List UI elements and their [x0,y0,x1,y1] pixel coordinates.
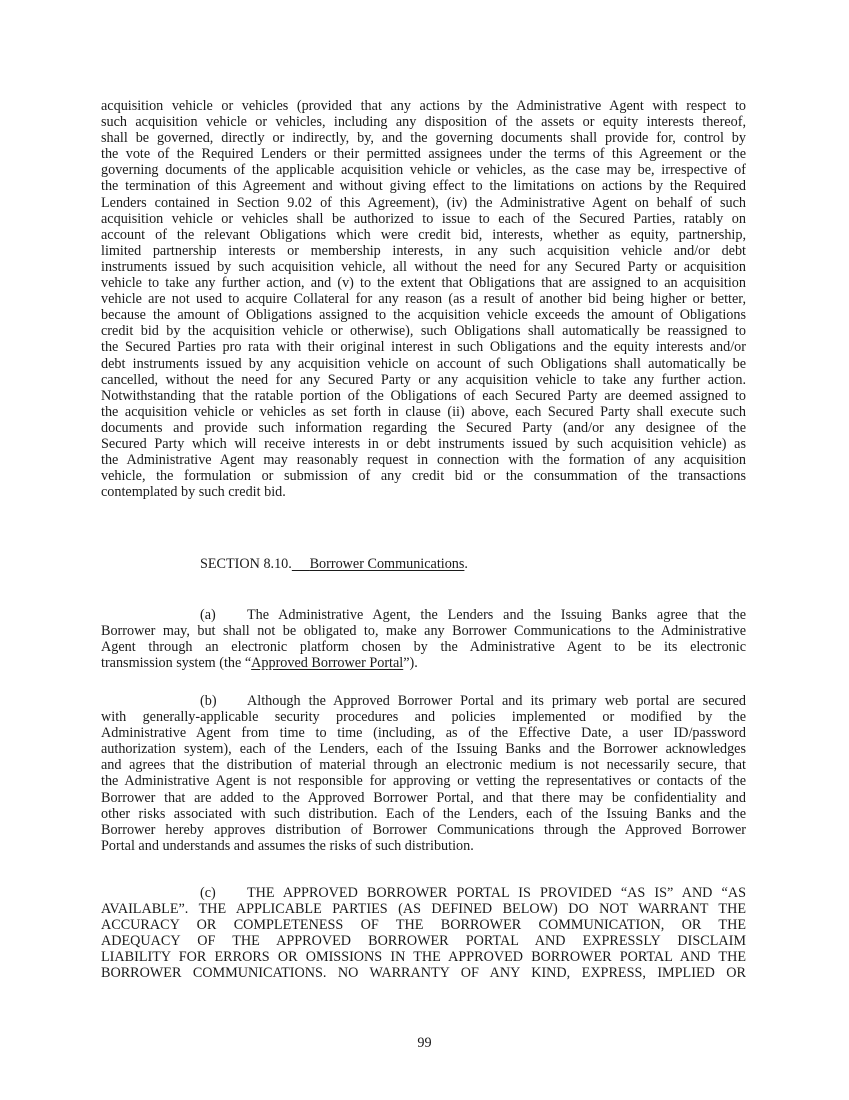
section-title: Borrower Communications [309,556,465,572]
paragraph-first-line: (b) Although the Approved Borrower Portal and its primary web portal are secured [200,693,746,709]
text-line: transmission system (the “Approved Borrower Portal”). [101,655,418,672]
section-heading [200,556,468,572]
paragraph-first-line: (c) THE APPROVED BORROWER PORTAL IS PROVIDED “AS IS” AND “AS [200,885,746,901]
text-line: Portal and understands and assumes the risks of such distribution. [101,837,474,854]
text-line: governing documents of the applicable acquisition vehicle or vehicles, as the case may be, irrespective of [101,162,746,179]
text-line: ACCURACY OR COMPLETENESS OF THE BORROWER COMMUNICATION, OR THE [101,917,746,934]
text-line: vehicle are not used to acquire Collateral for any reason (as a result of another bid being higher or better, [101,291,746,308]
continued-paragraph [101,98,746,500]
text-line: the acquisition vehicle or vehicles as set forth in clause (ii) above, each Secured Party shall execute such [101,403,746,420]
text-line: the Secured Parties pro rata with their original interest in such Obligations and the equity interests and/or [101,339,746,356]
text-line: Borrower may, but shall not be obligated to, make any Borrower Communications to the Administrative [101,623,746,640]
text-line: acquisition vehicle or vehicles shall be authorized to issue to each of the Secured Parties, ratably on [101,210,746,227]
text-line: documents and provide such information regarding the Secured Party (and/or any designee of the [101,419,746,436]
text-line: debt instruments issued by any acquisition vehicle on account of such Obligations shall automatically be [101,355,746,372]
text-line: LIABILITY FOR ERRORS OR OMISSIONS IN THE APPROVED BORROWER PORTAL AND THE [101,949,746,966]
text-line: with generally-applicable security procedures and policies implemented or modified by the [101,709,746,726]
text-line: Borrower hereby approves distribution of Borrower Communications through the Approved Borrower [101,821,746,838]
paragraph-label: (b) [200,693,217,709]
text-line: BORROWER COMMUNICATIONS. NO WARRANTY OF ANY KIND, EXPRESS, IMPLIED OR [101,965,746,982]
page-number: 99 [417,1035,432,1051]
text-line: ADEQUACY OF THE APPROVED BORROWER PORTAL AND EXPRESSLY DISCLAIM [101,933,746,950]
text-line: vehicle to take any further action, and (v) to the extent that Obligations that are assigned to an acquisition [101,275,746,292]
paragraph-a [101,607,746,671]
text-line: shall be governed, directly or indirectly, by, and the governing documents shall provide for, control by [101,130,746,147]
text-line: contemplated by such credit bid. [101,484,286,501]
section-period: . [464,556,468,572]
text-line: Notwithstanding that the ratable portion of the Obligations of each Secured Party are deemed assigned to [101,387,746,404]
text-line: the Administrative Agent is not responsible for approving or vetting the representatives or contacts of the [101,773,746,790]
text-line: authorization system), each of the Lenders, each of the Issuing Banks and the Borrower acknowledges [101,741,746,758]
text-line: the Administrative Agent may reasonably request in connection with the formation of any acquisition [101,452,746,469]
paragraph-label: (a) [200,607,216,623]
text-line: the vote of the Required Lenders or their permitted assignees under the terms of this Agreement or the [101,146,746,163]
text-line: other risks associated with such distribution. Each of the Lenders, each of the Issuing Banks and the [101,805,746,822]
text-line: Agent through an electronic platform chosen by the Administrative Agent to be its electronic [101,639,746,656]
text-line: limited partnership interests or membership interests, in any such acquisition vehicle and/or debt [101,242,746,259]
text-line: account of the relevant Obligations which were credit bid, interests, whether as equity, partnership, [101,226,746,243]
defined-term: Approved Borrower Portal [251,655,404,672]
paragraph-c [101,885,746,982]
text-line: and agrees that the distribution of material through an electronic medium is not necessarily secure, that [101,757,746,774]
text-line: Lenders contained in Section 9.02 of this Agreement), (iv) the Administrative Agent on behalf of such [101,194,746,211]
text-line: acquisition vehicle or vehicles (provided that any actions by the Administrative Agent with respect to [101,98,746,114]
text-line: Administrative Agent from time to time (including, as of the Effective Date, a user ID/password [101,725,746,742]
text-line: the termination of this Agreement and without giving effect to the limitations on actions by the Required [101,178,746,195]
text-line: cancelled, without the need for any Secured Party or any acquisition vehicle to take any further action. [101,371,746,388]
text-line: such acquisition vehicle or vehicles, including any disposition of the assets or equity interests thereof, [101,114,746,131]
paragraph-b [101,693,746,854]
paragraph-label: (c) [200,885,216,901]
text-line: credit bid by the acquisition vehicle or otherwise), such Obligations shall automatically be reassigned to [101,323,746,340]
text-line: AVAILABLE”. THE APPLICABLE PARTIES (AS DEFINED BELOW) DO NOT WARRANT THE [101,901,746,918]
text-line: instruments issued by such acquisition vehicle, all without the need for any Secured Party or acquisition [101,258,746,275]
text-line: Secured Party which will receive interests in or debt instruments issued by such acquisition vehicle) as [101,435,746,452]
text-line: because the amount of Obligations assigned to the acquisition vehicle exceeds the amount of Obligations [101,307,746,324]
text-line: Borrower that are added to the Approved Borrower Portal, and that there may be confidentiality and [101,789,746,806]
section-number: SECTION 8.10. [200,556,292,572]
text-line: vehicle, the formulation or submission of any credit bid or the consummation of the transactions [101,468,746,485]
paragraph-first-line: (a) The Administrative Agent, the Lenders and the Issuing Banks agree that the [200,607,746,623]
